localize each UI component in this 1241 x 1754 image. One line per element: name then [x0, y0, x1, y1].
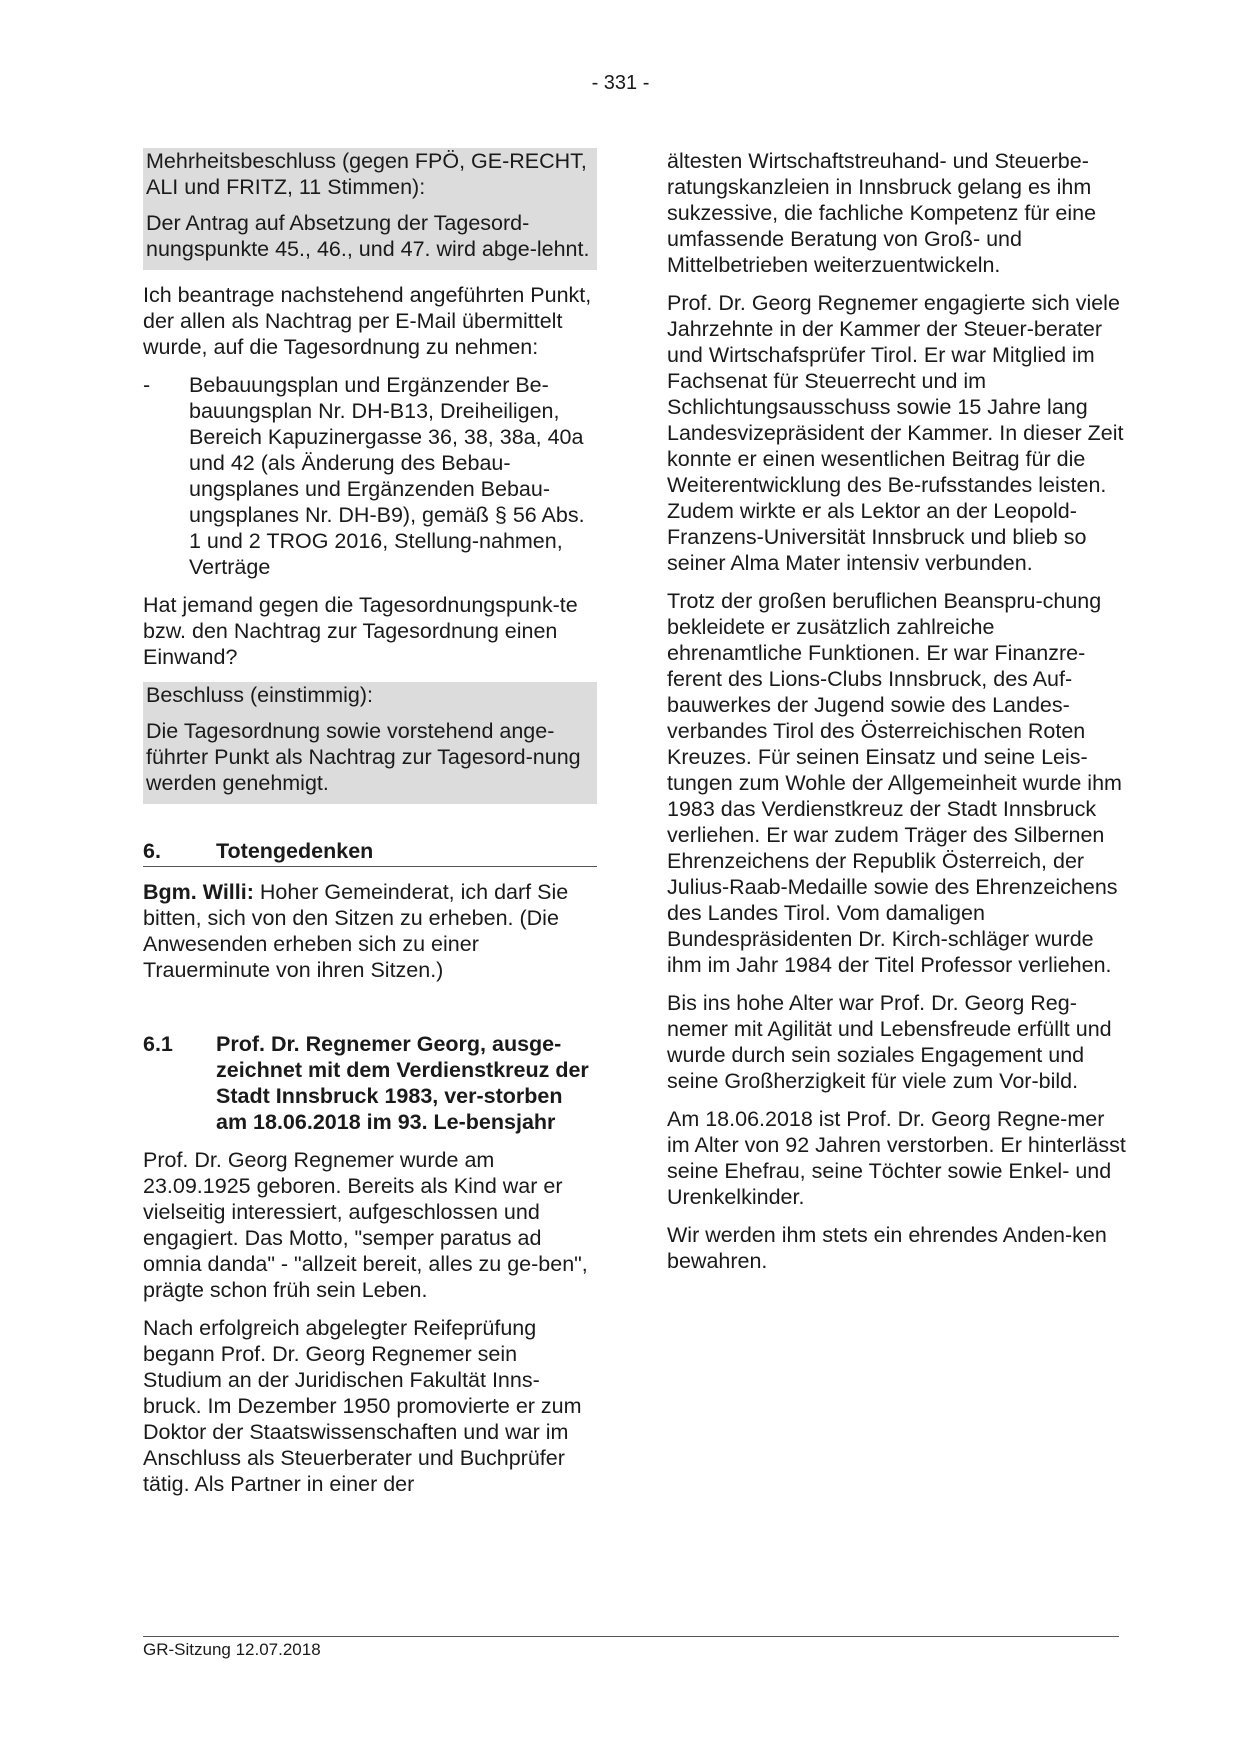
- subsection-title: Prof. Dr. Regnemer Georg, ausge-zeichnet mit dem Verdienstkreuz der Stadt Innsbruck 1983, ver-storben am 18.06.2018 im 93. Le-bensjahr: [216, 1032, 589, 1134]
- section-title: Totengedenken: [216, 839, 374, 863]
- decision-text: Der Antrag auf Absetzung der Tagesord-nungspunkte 45., 46., und 47. wird abge-lehnt.: [146, 211, 590, 261]
- page-number: - 331 -: [591, 72, 650, 94]
- paragraph: Prof. Dr. Georg Regnemer wurde am 23.09.1925 geboren. Bereits als Kind war er vielseitig interessiert, aufgeschlossen und engagiert. Das Motto, "semper paratus ad omnia danda" - "allzeit bereit, alles zu ge-ben", prägte schon früh sein Leben.: [143, 1148, 588, 1302]
- subsection-number: 6.1: [143, 1032, 173, 1056]
- paragraph: Trotz der großen beruflichen Beanspru-chung bekleidete er zusätzlich zahlreiche ehrenamtliche Funktionen. Er war Finanzre-ferent des Lions-Clubs Innsbruck, des Auf-bauwerkes der Jugend sowie des Landes-verbandes Tirol des Österreichischen Roten Kreuzes. Für seinen Einsatz und seine Leis-tungen zum Wohle der Allgemeinheit wurde ihm 1983 das Verdienstkreuz der Stadt Innsbruck verliehen. Er war zudem Träger des Silbernen Ehrenzeichens der Republik Österreich, der Julius-Raab-Medaille sowie des Ehrenzeichens des Landes Tirol. Vom damaligen Bundespräsidenten Dr. Kirch-schläger wurde ihm im Jahr 1984 der Titel Professor verliehen.: [667, 589, 1122, 977]
- paragraph: Hat jemand gegen die Tagesordnungspunk-te bzw. den Nachtrag zur Tagesordnung einen Einwand?: [143, 593, 578, 669]
- footer-divider: [143, 1636, 1119, 1637]
- section-heading: [143, 838, 597, 867]
- list-item: Bebauungsplan und Ergänzender Be-bauungsplan Nr. DH-B13, Dreiheiligen, Bereich Kapuzinergasse 36, 38, 38a, 40a und 42 (als Änderung des Bebau-ungsplanes und Ergänzenden Bebau-ungsplanes Nr. DH-B9), gemäß § 56 Abs. 1 und 2 TROG 2016, Stellung-nahmen, Verträge: [189, 373, 585, 579]
- decision-title: Beschluss (einstimmig):: [146, 683, 373, 707]
- left-column: [143, 148, 597, 1509]
- paragraph: Am 18.06.2018 ist Prof. Dr. Georg Regne-mer im Alter von 92 Jahren verstorben. Er hinterlässt seine Ehefrau, seine Töchter sowie Enkel- und Urenkelkinder.: [667, 1107, 1126, 1209]
- paragraph: ältesten Wirtschaftstreuhand- und Steuerbe-ratungskanzleien in Innsbruck gelang es ihm sukzessive, die fachliche Kompetenz für eine umfassende Beratung von Groß- und Mittelbetrieben weiterzuentwickeln.: [667, 149, 1097, 277]
- decision-text: Die Tagesordnung sowie vorstehend ange-führter Punkt als Nachtrag zur Tagesord-nung werden genehmigt.: [146, 719, 581, 795]
- paragraph: Ich beantrage nachstehend angeführten Punkt, der allen als Nachtrag per E-Mail übermittelt wurde, auf die Tagesordnung zu nehmen:: [143, 283, 592, 359]
- speaker-name: Bgm. Willi:: [143, 880, 254, 904]
- decision-box-majority: [143, 148, 597, 270]
- subsection-heading: [143, 1031, 597, 1135]
- speech-paragraph: [143, 879, 597, 983]
- decision-box-unanimous: [143, 682, 597, 804]
- footer-text: GR-Sitzung 12.07.2018: [143, 1640, 321, 1659]
- section-number: 6.: [143, 839, 161, 863]
- paragraph: Wir werden ihm stets ein ehrendes Anden-ken bewahren.: [667, 1223, 1107, 1273]
- decision-title: Mehrheitsbeschluss (gegen FPÖ, GE-RECHT, ALI und FRITZ, 11 Stimmen):: [146, 149, 587, 199]
- right-column: [667, 148, 1127, 1286]
- agenda-item-list: [143, 372, 597, 580]
- paragraph: Nach erfolgreich abgelegter Reifeprüfung begann Prof. Dr. Georg Regnemer sein Studium an der Juridischen Fakultät Inns-bruck. Im Dezember 1950 promovierte er zum Doktor der Staatswissenschaften und war im Anschluss als Steuerberater und Buchprüfer tätig. Als Partner in einer der: [143, 1316, 582, 1496]
- speech-text: Hoher Gemeinderat, ich darf Sie bitten, sich von den Sitzen zu erheben. (Die Anwesenden erheben sich zu einer Trauerminute von ihren Sitzen.): [143, 880, 569, 982]
- paragraph: Prof. Dr. Georg Regnemer engagierte sich viele Jahrzehnte in der Kammer der Steuer-berater und Wirtschafsprüfer Tirol. Er war Mitglied im Fachsenat für Steuerrecht und im Schlichtungsausschuss sowie 15 Jahre lang Landesvizepräsident der Kammer. In dieser Zeit konnte er einen wesentlichen Beitrag für die Weiterentwicklung des Be-rufsstandes leisten. Zudem wirkte er als Lektor an der Leopold-Franzens-Universität Innsbruck und blieb so seiner Alma Mater intensiv verbunden.: [667, 291, 1124, 575]
- paragraph: Bis ins hohe Alter war Prof. Dr. Georg Reg-nemer mit Agilität und Lebensfreude erfüllt und wurde durch sein soziales Engagement und seine Großherzigkeit für viele zum Vor-bild.: [667, 991, 1112, 1093]
- list-dash: -: [143, 373, 151, 397]
